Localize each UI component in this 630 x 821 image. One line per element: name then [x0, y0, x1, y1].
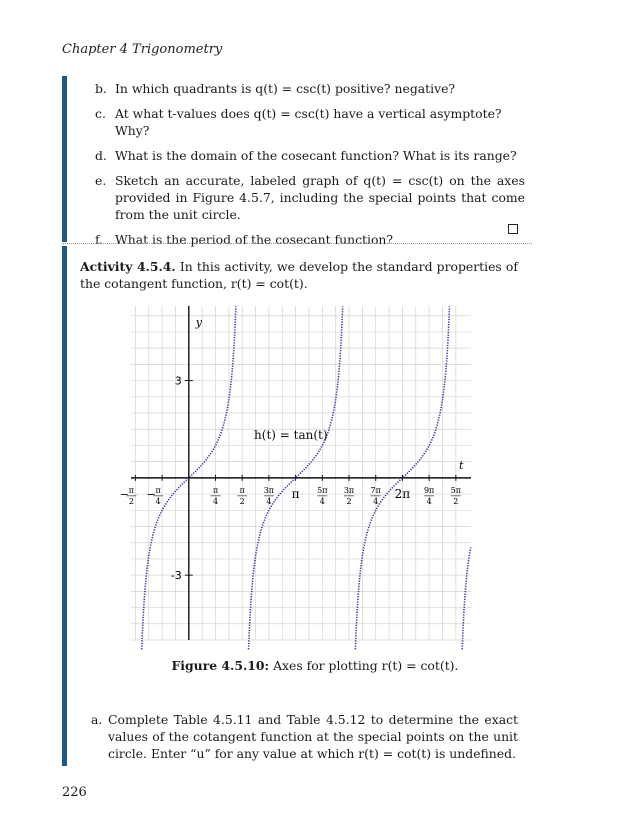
list-item: [95, 105, 525, 139]
curve-label: h(t) = tan(t): [254, 427, 328, 442]
item-text: In which quadrants is q(t) = csc(t) positive? negative?: [115, 81, 456, 96]
minus-sign: −: [146, 487, 156, 501]
tangent-graph: [119, 306, 471, 640]
tick-denominator: 4: [319, 496, 325, 506]
tick-numerator: π: [155, 485, 161, 495]
tick-denominator: 4: [373, 496, 379, 506]
page-number: 226: [62, 785, 87, 800]
tick-denominator: 2: [453, 496, 459, 506]
item-label: a.: [91, 712, 103, 727]
list-item: [95, 231, 525, 248]
tick-numerator: 5π: [317, 485, 328, 495]
x-tick-label: 2π: [394, 486, 411, 501]
tick-denominator: 4: [266, 496, 272, 506]
running-head: Chapter 4 Trigonometry: [62, 42, 223, 57]
x-tick-label: [120, 486, 137, 506]
tick-denominator: 2: [128, 496, 134, 506]
y-tick-label: -3: [170, 569, 182, 583]
tick-numerator: π: [212, 485, 219, 495]
y-tick-label: 3: [174, 374, 182, 388]
item-label: c.: [95, 106, 106, 121]
figure-label: Figure 4.5.10:: [171, 658, 270, 673]
figure-caption-text: Axes for plotting r(t) = cot(t).: [273, 658, 459, 673]
list-item: [95, 172, 525, 223]
tick-denominator: 2: [239, 496, 245, 506]
annotations: [254, 428, 327, 442]
x-axis-label: t: [459, 458, 464, 472]
tick-denominator: 2: [346, 496, 352, 506]
part-a: [93, 711, 518, 762]
item-label: d.: [95, 148, 107, 163]
activity-text: In this activity, we develop the standard properties of the cotangent function, r(t) = cot(t).: [80, 259, 518, 291]
item-label: b.: [95, 81, 107, 96]
question-list: [95, 80, 525, 256]
tick-numerator: 5π: [450, 485, 462, 495]
activity-intro: [80, 258, 518, 292]
tick-numerator: π: [128, 485, 135, 495]
item-text: At what t-values does q(t) = csc(t) have a vertical asymptote? Why?: [115, 106, 502, 138]
item-text: Complete Table 4.5.11 and Table 4.5.12 to determine the exact values of the cotangent function at the special points on the unit circle. Enter “u” for any value at which r(t) = cot(t) is undefined.: [108, 712, 518, 761]
section-separator: [62, 243, 532, 244]
item-text: What is the period of the cosecant function?: [115, 232, 394, 247]
tick-numerator: π: [239, 485, 245, 495]
tick-numerator: 3π: [343, 485, 355, 495]
end-of-activity-marker: [508, 224, 518, 234]
tick-denominator: 4: [155, 496, 161, 506]
item-text: What is the domain of the cosecant function? What is its range?: [115, 148, 517, 163]
tick-numerator: 9π: [423, 485, 435, 495]
y-axis-label: y: [195, 316, 203, 329]
list-item: [95, 147, 525, 164]
list-item: [95, 80, 525, 97]
item-label: f.: [95, 232, 104, 247]
tick-numerator: 7π: [370, 485, 381, 495]
left-accent-bar-activity: [62, 246, 67, 766]
tick-numerator: 3π: [263, 485, 275, 495]
activity-title: Activity 4.5.4.: [80, 259, 176, 274]
tick-denominator: 4: [212, 496, 219, 506]
left-accent-bar-top: [62, 76, 67, 242]
figure-caption: [0, 658, 630, 673]
x-tick-label: π: [291, 486, 300, 501]
item-text: Sketch an accurate, labeled graph of q(t) = csc(t) on the axes provided in Figure 4.5.7, including the special points that come from the unit circle.: [115, 173, 525, 222]
minus-sign: −: [119, 487, 130, 501]
tick-denominator: 4: [426, 496, 432, 506]
item-label: e.: [95, 173, 107, 188]
